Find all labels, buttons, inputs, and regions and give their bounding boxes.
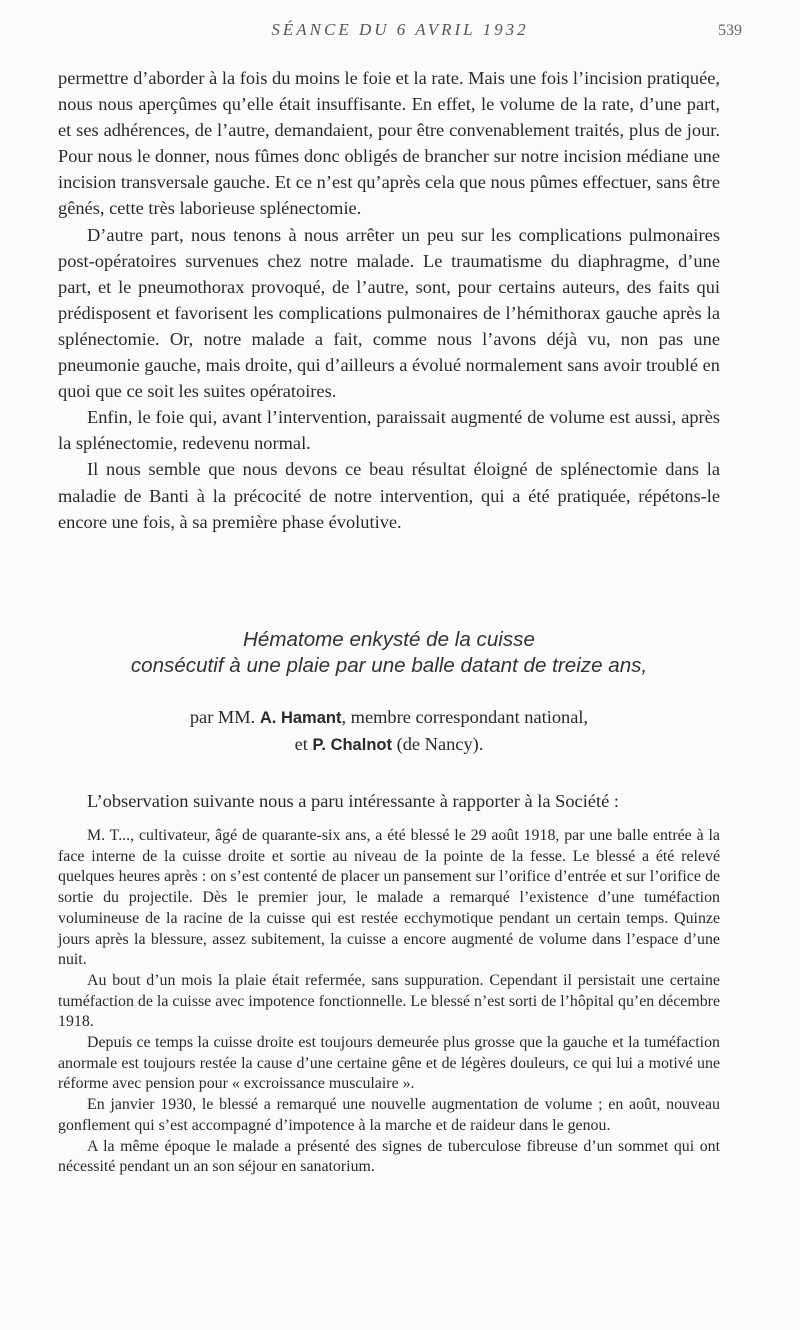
page-number: 539 (718, 22, 742, 39)
case-observation (58, 826, 720, 1178)
page-header (58, 20, 742, 46)
authors-line-2 (58, 731, 720, 758)
paragraph: Il nous semble que nous devons ce beau résultat éloigné de splénectomie dans la maladie de Banti à la précocité de notre intervention, qui a été pratiquée, répétons-le encore une fois, à sa première phase évolutive. (58, 459, 720, 532)
observation-paragraph: En janvier 1930, le blessé a remarqué une nouvelle augmentation de volume ; en août, nouveau gonflement qui s’est accompagné d’impotence à la marche et de raideur dans le genou. (58, 1096, 720, 1134)
author-1-role: , membre correspondant national, (341, 707, 589, 727)
paragraph: permettre d’aborder à la fois du moins le foie et la rate. Mais une fois l’incision pratiquée, nous nous aperçûmes qu’elle était insuffisante. En effet, le volume de la rate, d’une part, et ses adhérences, de l’autre, demandaient, pour être convenablement traités, plus de jour. Pour nous le donner, nous fûmes donc obligés de brancher sur notre incision médiane une incision transversale gauche. Et ce n’est qu’après cela que nous pûmes effectuer, sans être gênés, cette très laborieuse splénectomie. (58, 68, 720, 219)
article-title (58, 627, 720, 679)
author-1-initial: A. (259, 709, 277, 727)
article-title-line-2: consécutif à une plaie par une balle datant de treize ans, (130, 654, 648, 677)
article-introduction (58, 788, 720, 814)
running-title: SÉANCE DU 6 AVRIL 1932 (271, 20, 529, 39)
observation-paragraph: A la même époque le malade a présenté des signes de tuberculose fibreuse d’un sommet qui ont nécessité pendant un an son séjour en sanatorium. (58, 1137, 720, 1176)
paragraph: D’autre part, nous tenons à nous arrêter un peu sur les complications pulmonaires post-opératoires survenues chez notre malade. Le traumatisme du diaphragme, d’une part, et le pneumothorax provoqué, de l’autre, sont, pour certains auteurs, des faits qui prédisposent et favorisent les complications pulmonaires de l’hémithorax gauche après la splénectomie. Or, notre malade a fait, comme nous l’avons déjà vu, non pas une pneumonie gauche, mais droite, qui d’ailleurs a évolué normalement sans avoir troublé en quoi que ce soit les suites opératoires. (58, 224, 720, 402)
authors-line-1 (58, 704, 720, 731)
continued-article-text (58, 65, 720, 535)
author-2-initial: P. (312, 736, 326, 754)
authors-join: et (294, 734, 308, 754)
paragraph: Enfin, le foie qui, avant l’intervention, paraissait augmenté de volume est aussi, après la splénectomie, redevenu normal. (58, 407, 720, 454)
observation-paragraph: Au bout d’un mois la plaie était refermée, sans suppuration. Cependant il persistait une certaine tuméfaction de la cuisse avec impotence fonctionnelle. Le blessé n’est sorti de l’hôpital qu’en décembre 1918. (58, 971, 720, 1031)
author-2-name: Chalnot (330, 736, 392, 754)
intro-paragraph: L’observation suivante nous a paru intéressante à rapporter à la Société : (87, 791, 619, 811)
author-1-name: Hamant (280, 709, 342, 727)
article-authors (58, 704, 720, 758)
article-title-line-1: Hématome enkysté de la cuisse (243, 628, 535, 651)
authors-prefix: par MM. (189, 707, 256, 727)
author-2-place: (de Nancy). (391, 734, 484, 754)
observation-paragraph: M. T..., cultivateur, âgé de quarante-six ans, a été blessé le 29 août 1918, par une balle entrée à la face interne de la cuisse droite et sortie au niveau de la pointe de la fesse. Le blessé a été relevé quelques heures après : on s’est contenté de placer un pansement sur l’orifice d’entrée et sur l’orifice de sortie du projectile. Dès le premier jour, le malade a remarqué l’existence d’une tuméfaction volumineuse de la racine de la cuisse qui est restée ecchymotique pendant un certain temps. Quinze jours après la blessure, assez subitement, la cuisse a encore augmenté de volume dans l’espace d’une nuit. (58, 827, 720, 969)
observation-paragraph: Depuis ce temps la cuisse droite est toujours demeurée plus grosse que la gauche et la tuméfaction anormale est toujours restée la cause d’une certaine gêne et de légères douleurs, ce qui lui a motivé une réforme avec pension pour « excroissance musculaire ». (58, 1034, 720, 1093)
